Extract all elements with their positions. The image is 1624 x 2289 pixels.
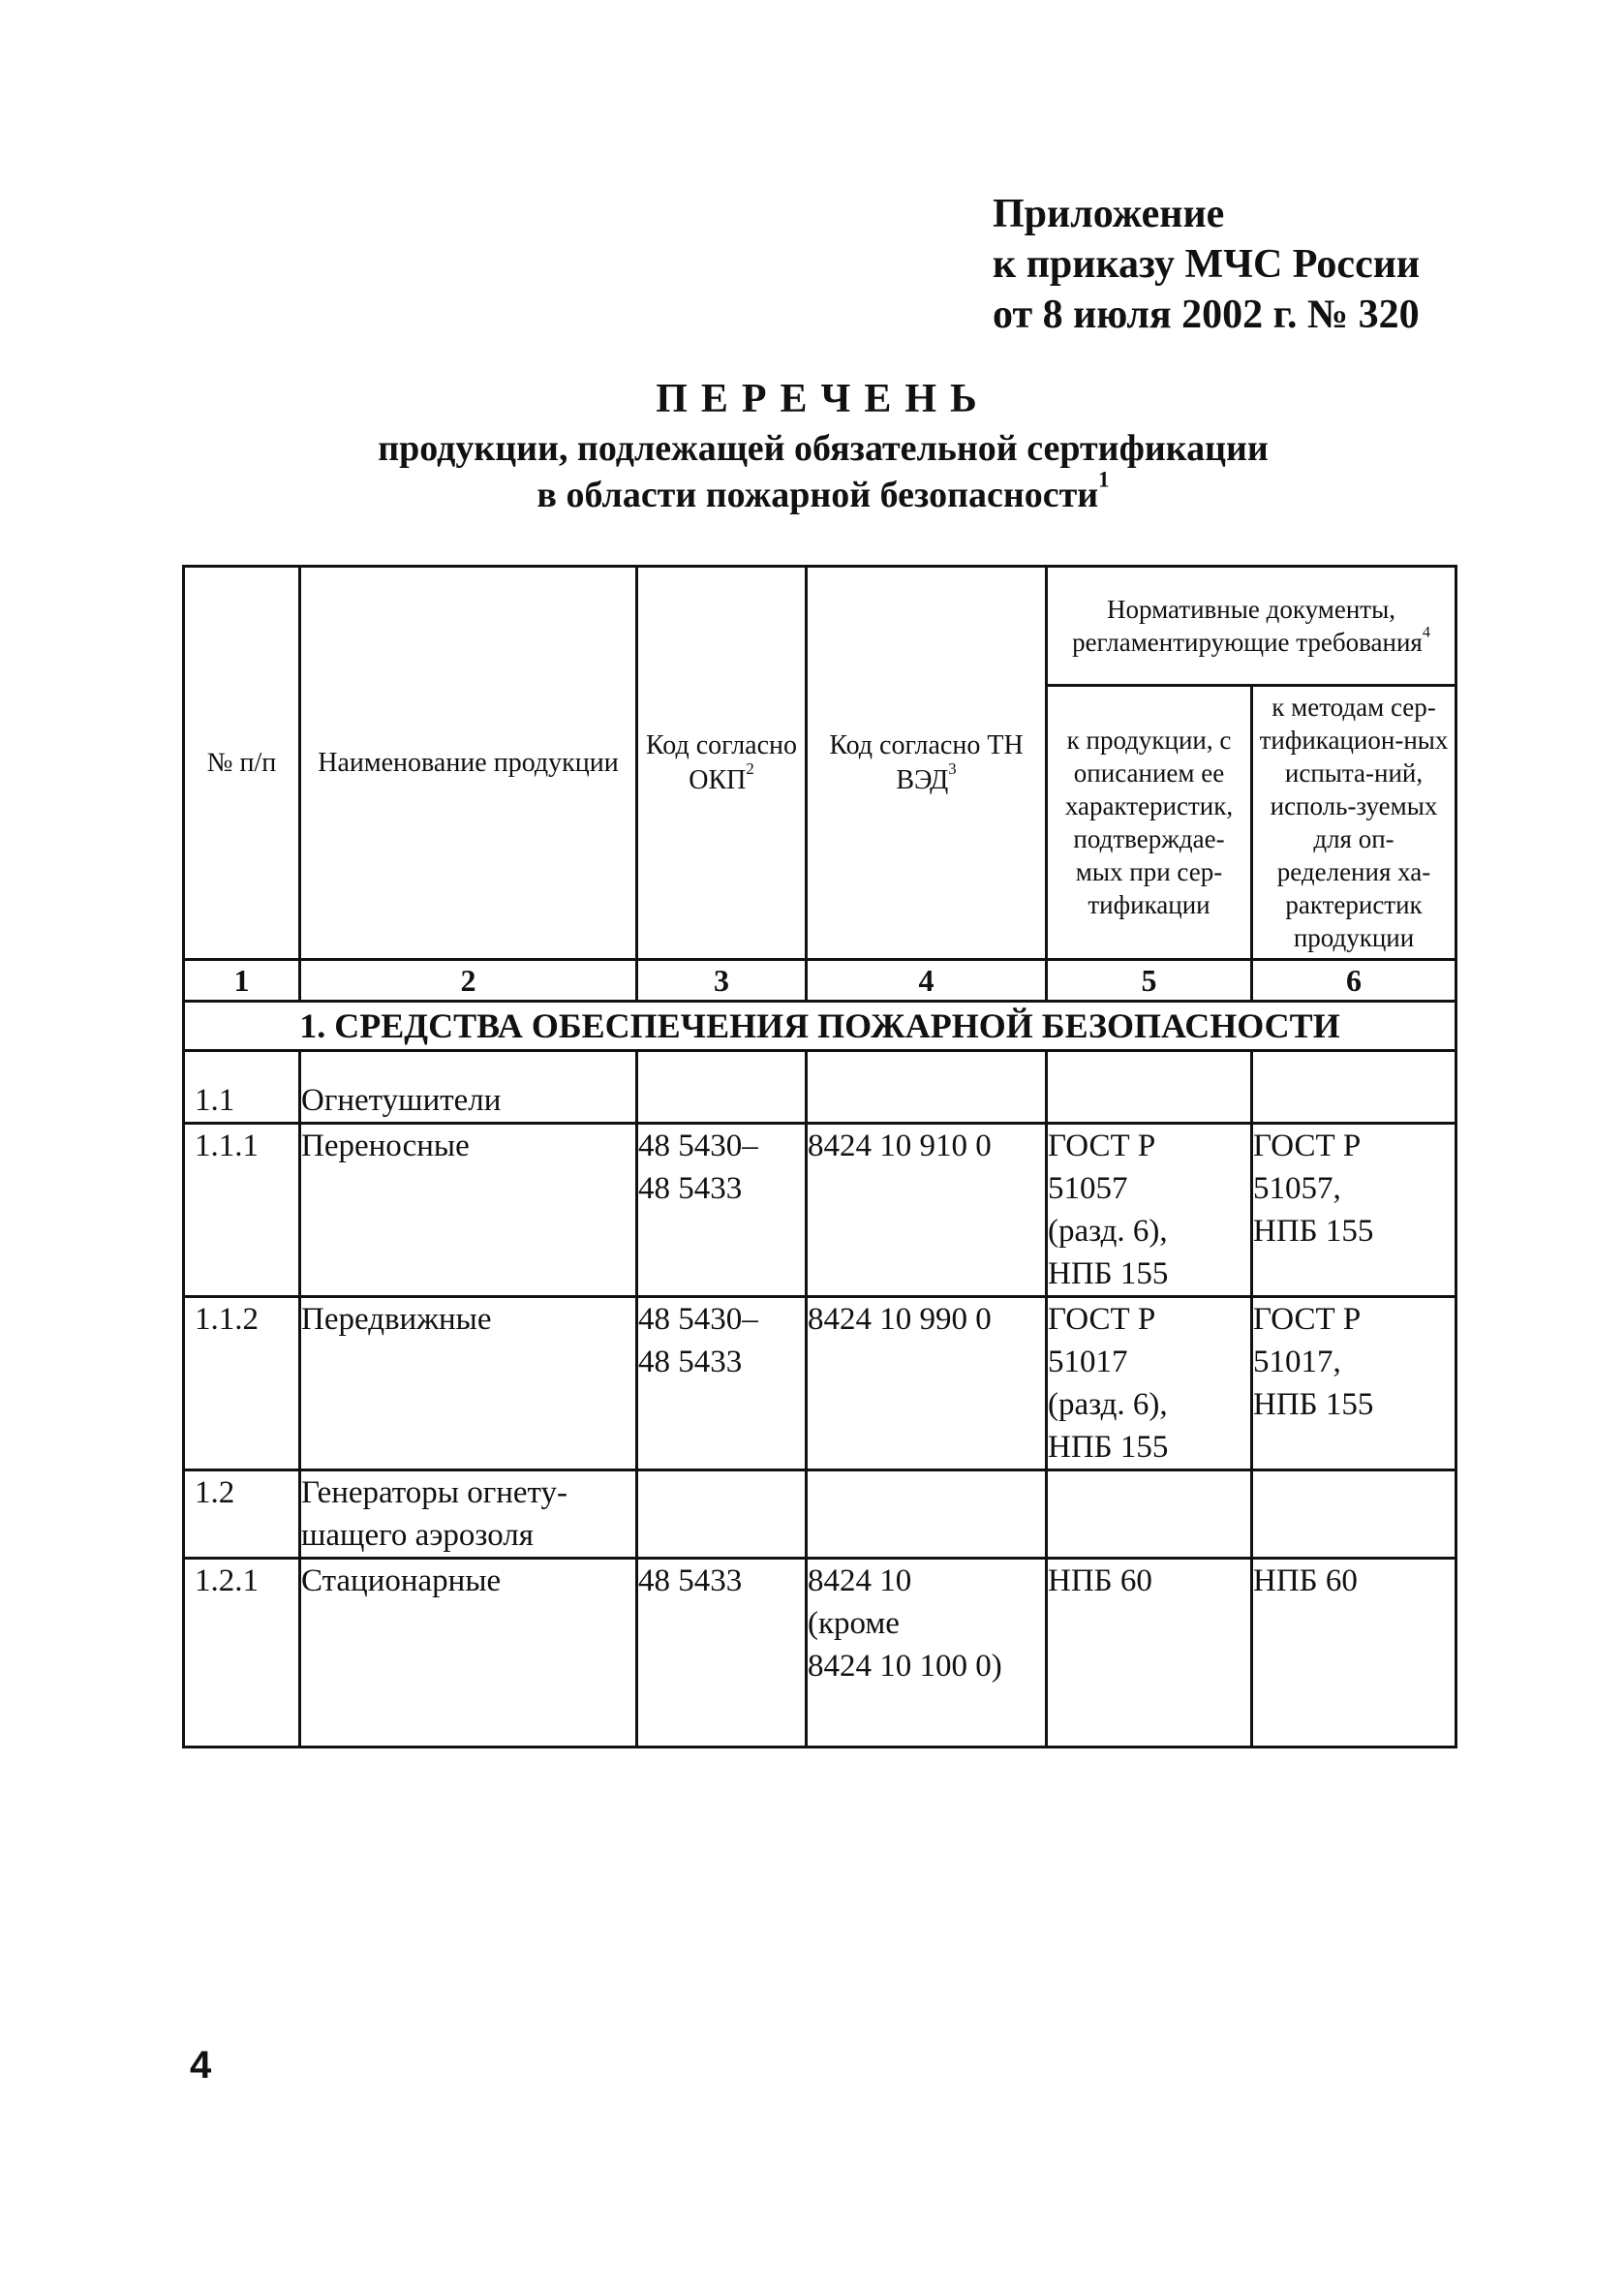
title-line-1: продукции, подлежащей обязательной сертификации [378,428,1269,469]
cell-doc-method: ГОСТ Р 51057, НПБ 155 [1252,1124,1456,1297]
header-num: № п/п [184,567,300,960]
header-row-1 [184,567,1456,686]
cell-doc-product: НПБ 60 [1047,1559,1252,1748]
cell-name: Стационарные [300,1559,637,1748]
cell-tnved [807,1051,1047,1124]
cell-okp [637,1051,807,1124]
cell-doc-method [1252,1470,1456,1559]
column-number: 5 [1047,960,1252,1002]
cell-doc-product [1047,1051,1252,1124]
cell-okp: 48 5430– 48 5433 [637,1124,807,1297]
column-number: 1 [184,960,300,1002]
cell-doc-method: НПБ 60 [1252,1559,1456,1748]
cell-doc-method: ГОСТ Р 51017, НПБ 155 [1252,1297,1456,1470]
cell-doc-product: ГОСТ Р 51017 (разд. 6), НПБ 155 [1047,1297,1252,1470]
column-number: 2 [300,960,637,1002]
column-number: 3 [637,960,807,1002]
cell-name: Переносные [300,1124,637,1297]
cell-doc-product [1047,1470,1252,1559]
cell-doc-method [1252,1051,1456,1124]
cell-num: 1.2 [184,1470,300,1559]
column-number: 6 [1252,960,1456,1002]
document-title [174,373,1472,518]
title-line-2 [174,467,1472,518]
column-number: 4 [807,960,1047,1002]
cell-tnved: 8424 10 990 0 [807,1297,1047,1470]
table-row [184,1297,1456,1470]
table-row [184,1124,1456,1297]
header-tnved: Код согласно ТН ВЭД$^3$ [807,567,1047,960]
appendix-label: Приложение [993,192,1225,236]
certification-table [182,565,1457,1748]
cell-num: 1.1.2 [184,1297,300,1470]
table-row [184,1470,1456,1559]
title-main: ПЕРЕЧЕНЬ [656,377,991,421]
column-numbers-row [184,960,1456,1002]
cell-name: Огнетушители [300,1051,637,1124]
cell-name: Передвижные [300,1297,637,1470]
table-row [184,1051,1456,1124]
title-footnote: 1 [1098,467,1110,492]
header-okp: Код согласно ОКП$^2$ [637,567,807,960]
cell-tnved [807,1470,1047,1559]
cell-num: 1.1.1 [184,1124,300,1297]
appendix-order: к приказу МЧС России [993,242,1421,287]
header-name: Наименование продукции [300,567,637,960]
title-line-2-text: в области пожарной безопасности [536,475,1099,515]
cell-name: Генераторы огнету- шащего аэрозоля [300,1470,637,1559]
cell-okp [637,1470,807,1559]
cell-tnved: 8424 10 (кроме 8424 10 100 0) [807,1559,1047,1748]
header-doc-product: к продукции, с описанием ее характеристик, подтверждае-мых при сер-тификации [1047,686,1252,960]
section-row [184,1002,1456,1051]
cell-num: 1.1 [184,1051,300,1124]
page-number: 4 [190,2044,212,2087]
cell-okp: 48 5433 [637,1559,807,1748]
table-row [184,1559,1456,1748]
cell-okp: 48 5430– 48 5433 [637,1297,807,1470]
appendix-date: от 8 июля 2002 г. № 320 [993,293,1420,337]
section-title: 1. СРЕДСТВА ОБЕСПЕЧЕНИЯ ПОЖАРНОЙ БЕЗОПАСНОСТИ [184,1002,1456,1051]
header-doc-method: к методам сер-тификацион-ных испыта-ний, исполь-зуемых для оп-ределения ха-рактеристик продукции [1252,686,1456,960]
appendix-reference [993,189,1420,340]
cell-doc-product: ГОСТ Р 51057 (разд. 6), НПБ 155 [1047,1124,1252,1297]
cell-tnved: 8424 10 910 0 [807,1124,1047,1297]
cell-num: 1.2.1 [184,1559,300,1748]
header-normative-docs: Нормативные документы, регламентирующие требования$^4$ [1047,567,1456,686]
